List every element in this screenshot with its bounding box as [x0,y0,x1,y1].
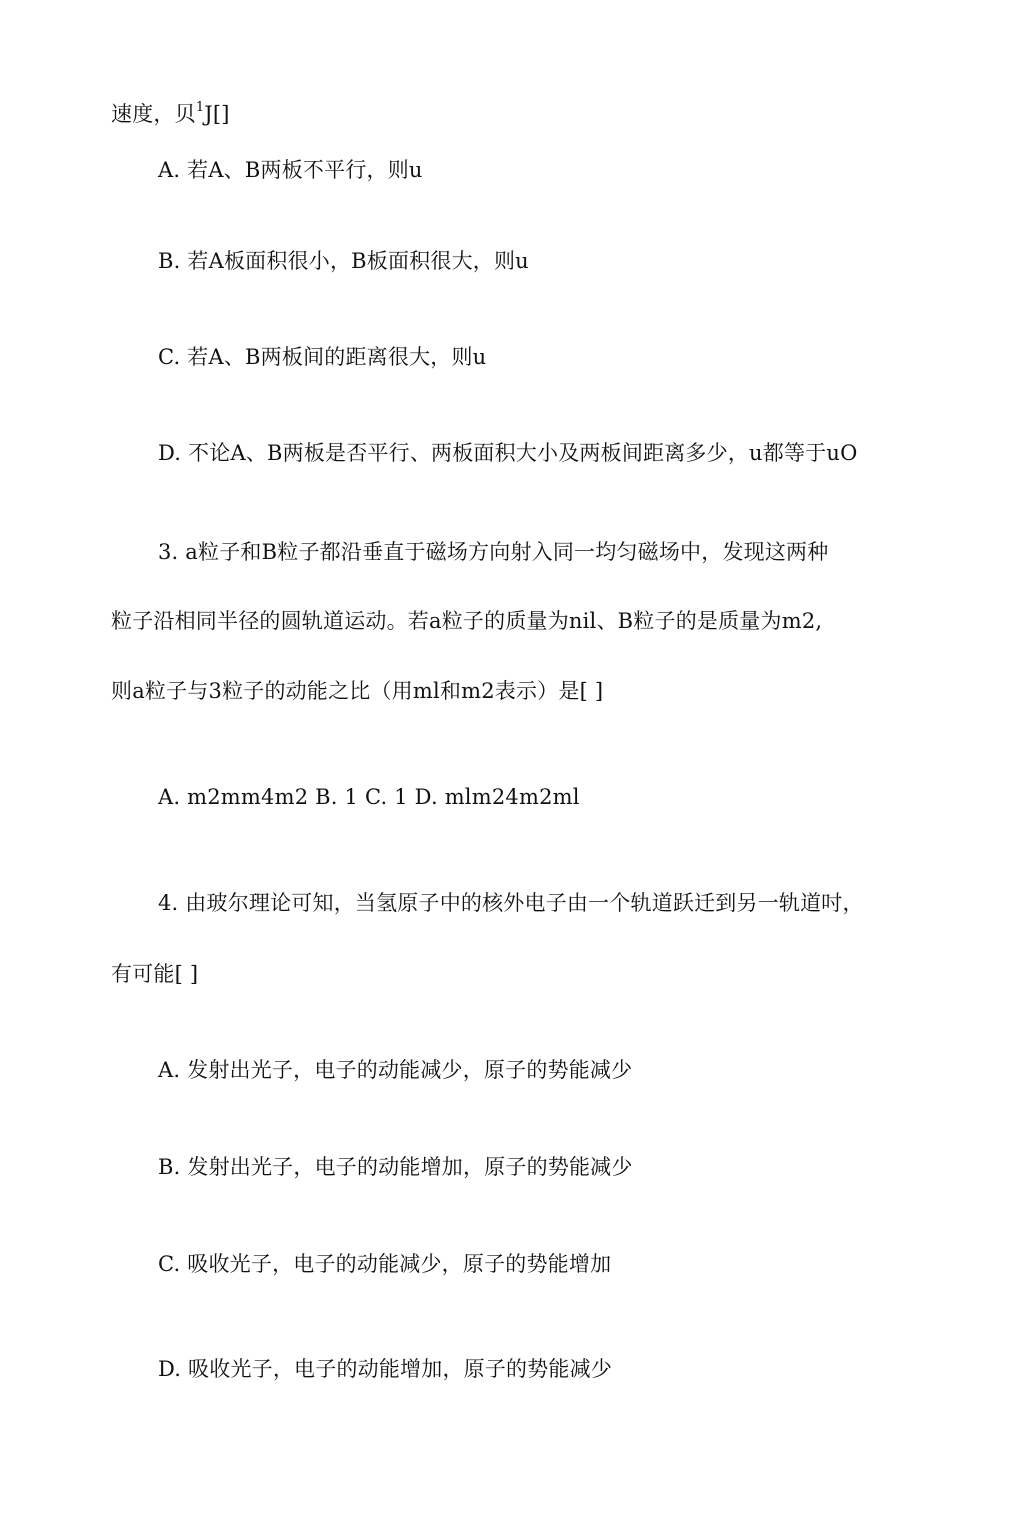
question-tail-line [111,100,230,128]
superscript: 1 [195,100,205,115]
option-4c: C. 吸收光子，电子的动能减少，原子的势能增加 [158,1252,612,1276]
text-fragment: 速度，贝 [111,102,196,126]
question-3-options: A. m2mm4m2 B. 1 C. 1 D. mlm24m2ml [158,785,580,809]
question-4-line-1: 4. 由玻尔理论可知，当氢原子中的核外电子由一个轨道跃迁到另一轨道吋， [158,891,864,915]
question-3-line-3: 则a粒子与3粒子的动能之比（用ml和m2表示）是[ ] [111,679,604,703]
option-2d: D. 不论A、B两板是否平行、两板面积大小及两板间距离多少，u都等于uO [158,441,858,465]
question-3-line-1: 3. a粒子和B粒子都沿垂直于磁场方向射入同一均匀磁场中，发现这两种 [158,540,829,564]
option-2c: C. 若A、B两板间的距离很大，则u [158,345,487,369]
question-3-line-2: 粒子沿相同半径的圆轨道运动。若a粒子的质量为nil、B粒子的是质量为m2, [111,609,823,633]
option-4d: D. 吸收光子，电子的动能增加，原子的势能减少 [158,1357,613,1381]
option-2b: B. 若A板面积很小，B板面积很大，则u [158,249,529,273]
option-2a: A. 若A、B两板不平行，则u [158,158,423,182]
option-4a: A. 发射出光子，电子的动能减少，原子的势能减少 [158,1058,633,1082]
question-4-line-2: 有可能[ ] [111,962,199,986]
option-4b: B. 发射出光子，电子的动能增加，原子的势能减少 [158,1155,633,1179]
text-fragment: J[] [204,102,230,126]
